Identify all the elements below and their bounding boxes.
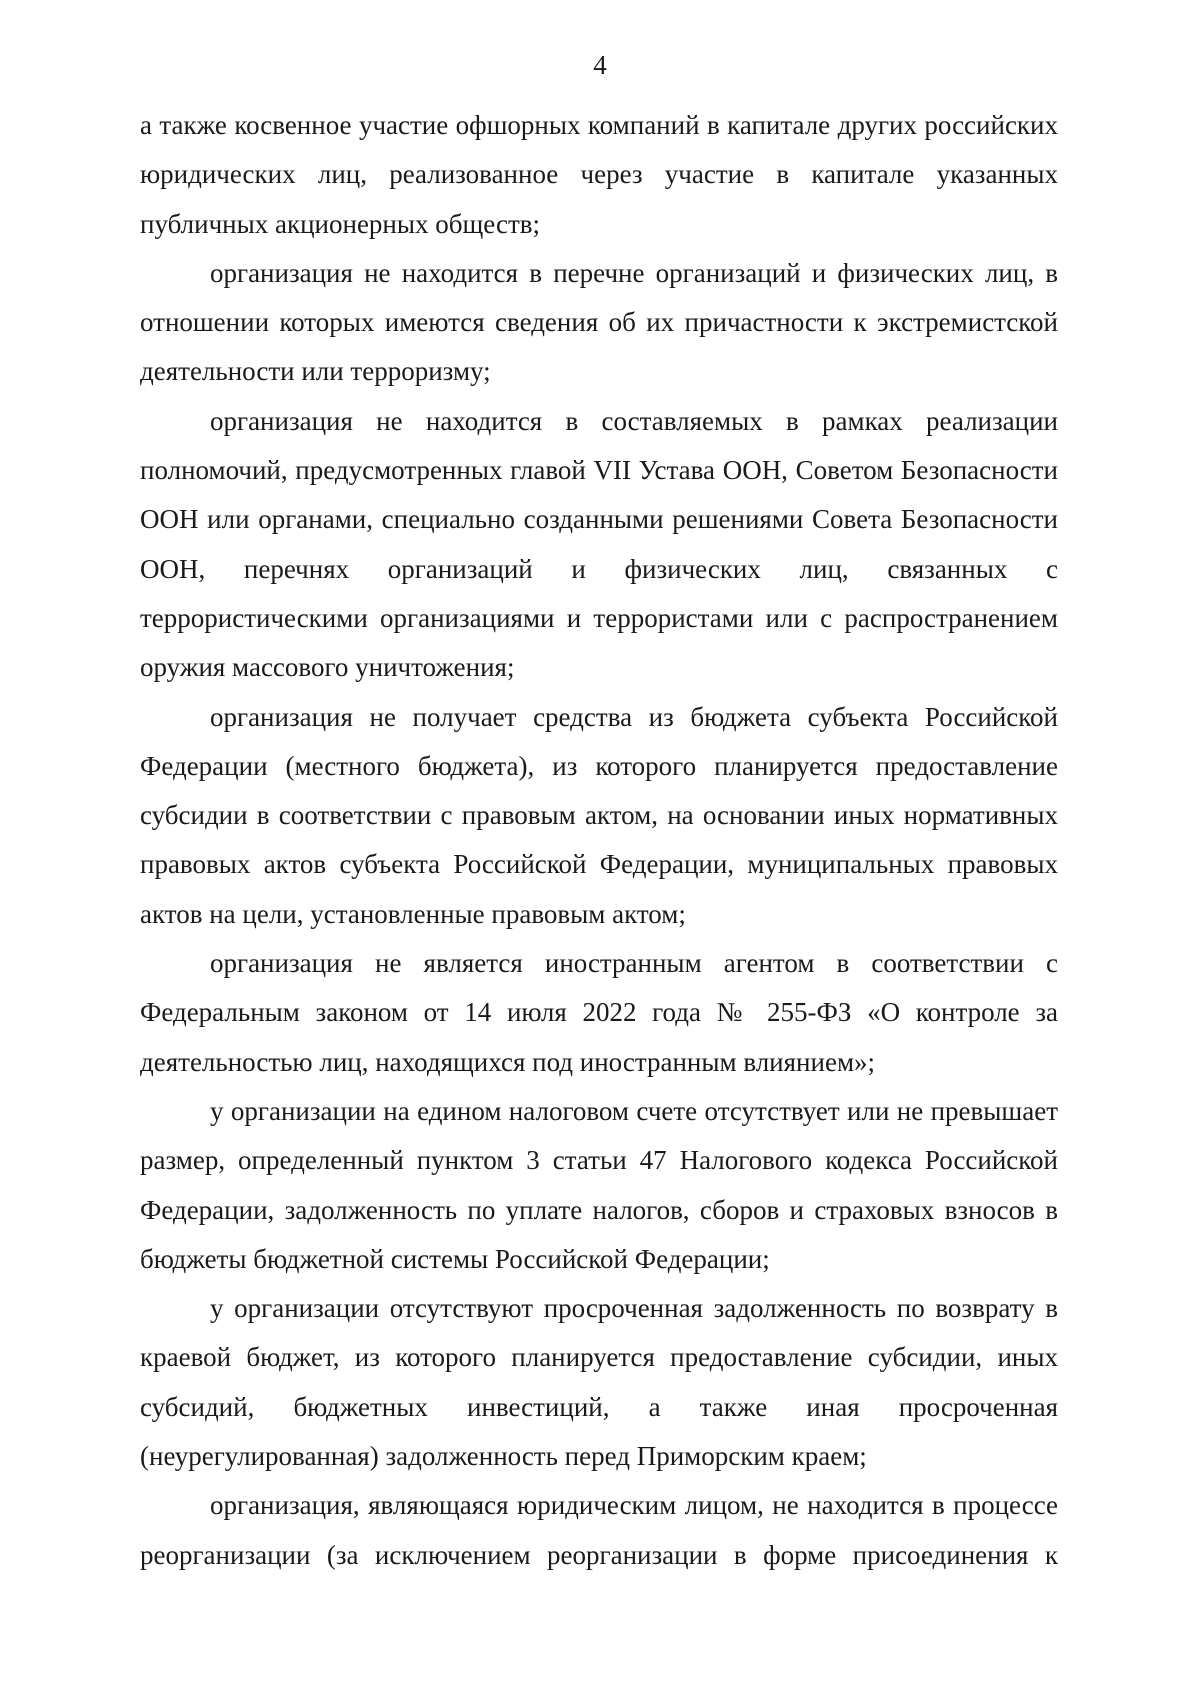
- paragraph-un-security-council-lists: организация не находится в составляемых в рамках реализации полномочий, предусмотренных главой VII Устава ООН, Советом Безопасности ООН или органами, специально созданными решениями Совета Безопасности ООН, перечнях организаций и физических лиц, связанных с террористическими организациями и террористами или с распространением оружия массового уничтожения;: [140, 405, 1058, 683]
- paragraph-overdue-debt: у организации отсутствуют просроченная задолженность по возврату в краевой бюджет, из которого планируется предоставление субсидии, иных субсидий, бюджетных инвестиций, а также иная просроченная (неурегулированная) задолженность перед Приморским краем;: [140, 1293, 1058, 1472]
- paragraph-offshore-participation: а также косвенное участие офшорных компаний в капитале других российских юридических лиц, реализованное через участие в капитале указанных публичных акционерных обществ;: [140, 110, 1058, 239]
- paragraph-not-foreign-agent: организация не является иностранным агентом в соответствии с Федеральным законом от 14 июля 2022 года № 255-ФЗ «О контроле за деятельностью лиц, находящихся под иностранным влиянием»;: [140, 948, 1058, 1077]
- paragraph-tax-debt: у организации на едином налоговом счете отсутствует или не превышает размер, определенный пунктом 3 статьи 47 Налогового кодекса Российской Федерации, задолженность по уплате налогов, сборов и страховых взносов в бюджеты бюджетной системы Российской Федерации;: [140, 1095, 1058, 1274]
- paragraph-reorganization: организация, являющаяся юридическим лицом, не находится в процессе реорганизации (за исключением реорганизации в форме присоединения к: [140, 1490, 1058, 1570]
- paragraph-no-regional-budget-funds: организация не получает средства из бюджета субъекта Российской Федерации (местного бюджета), из которого планируется предоставление субсидии в соответствии с правовым актом, на основании иных нормативных правовых актов субъекта Российской Федерации, муниципальных правовых актов на цели, установленные правовым актом;: [140, 701, 1058, 929]
- paragraph-extremism-list: организация не находится в перечне организаций и физических лиц, в отношении которых имеются сведения об их причастности к экстремистской деятельности или терроризму;: [140, 257, 1058, 387]
- page-number: 4: [593, 50, 607, 80]
- document-body: [140, 101, 1058, 1580]
